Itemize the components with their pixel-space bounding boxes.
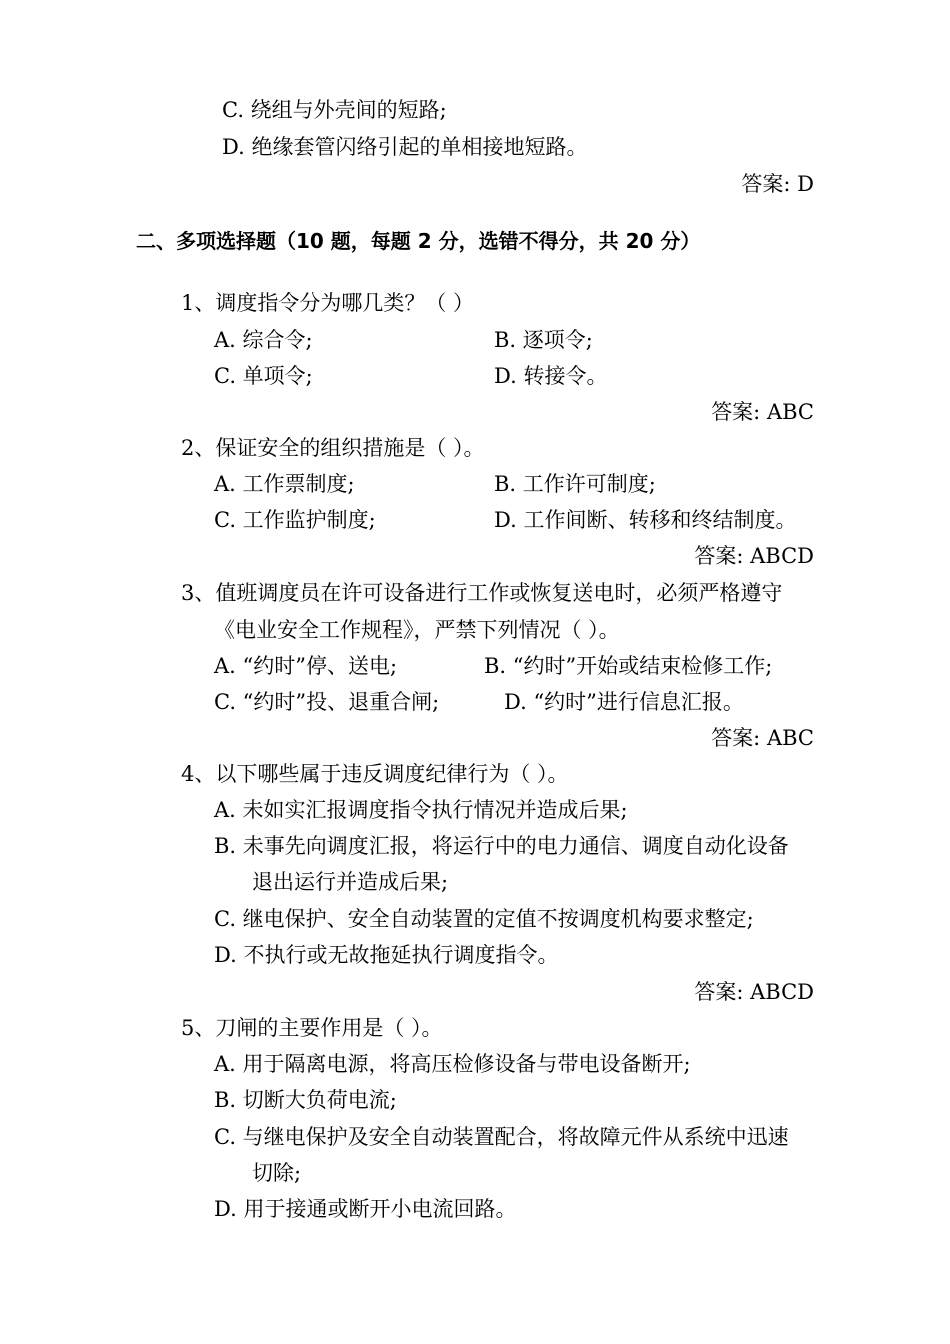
- q1-stem: 1、调度指令分为哪几类？（ ）: [181, 291, 475, 315]
- q1-option-b: B. 逐项令;: [494, 328, 593, 352]
- prev-option-c: C. 绕组与外壳间的短路;: [222, 98, 447, 122]
- q5-option-c-line2: 切除;: [252, 1161, 302, 1185]
- q1-option-a: A. 综合令;: [214, 328, 313, 352]
- q5-stem: 5、刀闸的主要作用是（ ）。: [181, 1016, 443, 1040]
- q5-option-a: A. 用于隔离电源，将高压检修设备与带电设备断开;: [214, 1052, 691, 1076]
- q4-option-d: D. 不执行或无故拖延执行调度指令。: [214, 943, 559, 967]
- q3-stem-line1: 3、值班调度员在许可设备进行工作或恢复送电时，必须严格遵守: [181, 581, 783, 605]
- q3-option-b: B. “约时”开始或结束检修工作;: [484, 654, 773, 678]
- q5-option-c-line1: C. 与继电保护及安全自动装置配合，将故障元件从系统中迅速: [214, 1125, 789, 1149]
- q2-option-c: C. 工作监护制度;: [214, 508, 376, 532]
- q4-answer: 答案: ABCD: [694, 980, 814, 1004]
- q4-option-b-line1: B. 未事先向调度汇报，将运行中的电力通信、调度自动化设备: [214, 834, 789, 858]
- q3-answer: 答案: ABC: [711, 726, 814, 750]
- section-heading: 二、多项选择题（10 题，每题 2 分，选错不得分，共 20 分）: [136, 229, 701, 253]
- q3-stem-line2: 《电业安全工作规程》，严禁下列情况（ ）。: [214, 618, 620, 642]
- q4-option-a: A. 未如实汇报调度指令执行情况并造成后果;: [214, 798, 628, 822]
- q1-answer: 答案: ABC: [711, 400, 814, 424]
- q5-option-d: D. 用于接通或断开小电流回路。: [214, 1197, 517, 1221]
- prev-option-d: D. 绝缘套管闪络引起的单相接地短路。: [222, 135, 588, 159]
- q2-option-b: B. 工作许可制度;: [494, 472, 656, 496]
- q2-stem: 2、保证安全的组织措施是（ ）。: [181, 436, 485, 460]
- q2-option-d: D. 工作间断、转移和终结制度。: [494, 508, 797, 532]
- q2-option-a: A. 工作票制度;: [214, 472, 355, 496]
- q3-option-d: D. “约时”进行信息汇报。: [504, 690, 744, 714]
- q4-option-c: C. 继电保护、安全自动装置的定值不按调度机构要求整定;: [214, 907, 754, 931]
- q1-option-c: C. 单项令;: [214, 364, 313, 388]
- q5-option-b: B. 切断大负荷电流;: [214, 1088, 397, 1112]
- q4-stem: 4、以下哪些属于违反调度纪律行为（ ）。: [181, 762, 569, 786]
- prev-answer: 答案: D: [741, 172, 814, 196]
- q2-answer: 答案: ABCD: [694, 544, 814, 568]
- q3-option-a: A. “约时”停、送电;: [214, 654, 398, 678]
- q1-option-d: D. 转接令。: [494, 364, 608, 388]
- q4-option-b-line2: 退出运行并造成后果;: [252, 870, 449, 894]
- q3-option-c: C. “约时”投、退重合闸;: [214, 690, 440, 714]
